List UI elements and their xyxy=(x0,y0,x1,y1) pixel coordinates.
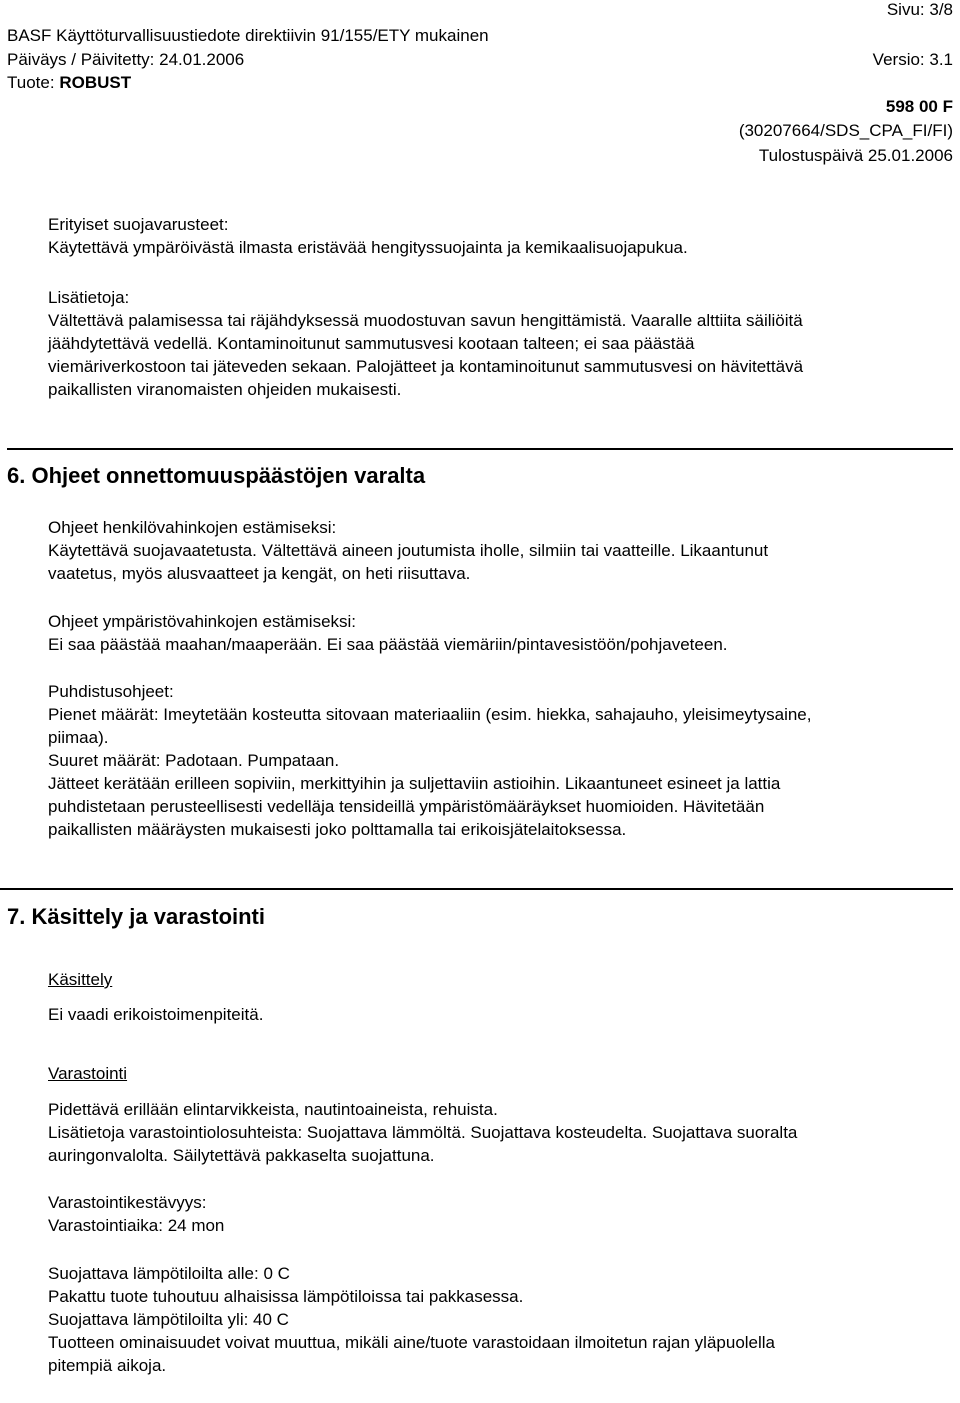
temperature-block xyxy=(48,1262,928,1377)
environmental-precautions-block xyxy=(48,610,928,656)
additional-info-line: Vältettävä palamisessa tai räjähdyksessä muodostuvan savun hengittämistä. Vaaralle alttiita säiliöitä xyxy=(48,311,803,330)
storage-text-block xyxy=(48,1098,928,1167)
cleanup-line: puhdistetaan perusteellisesti vedelläja tensideillä ympäristömääräykset huomioiden. Hävitetään xyxy=(48,797,765,816)
handling-text: Ei vaadi erikoistoimenpiteitä. xyxy=(48,1005,264,1024)
storage-stability-text: Varastointiaika: 24 mon xyxy=(48,1216,225,1235)
storage-block xyxy=(48,1062,928,1085)
product-label: Tuote: xyxy=(7,73,55,92)
page-number: Sivu: 3/8 xyxy=(886,0,953,19)
storage-label: Varastointi xyxy=(48,1064,128,1083)
temperature-line: Pakattu tuote tuhoutuu alhaisissa lämpötiloissa tai pakkasessa. xyxy=(48,1287,524,1306)
cleanup-line: Jätteet kerätään erilleen sopiviin, merkittyihin ja suljettaviin astioihin. Likaantuneet esineet ja lattia xyxy=(48,774,781,793)
additional-info-line: paikallisten viranomaisten ohjeiden mukaisesti. xyxy=(48,380,402,399)
environmental-precautions-text: Ei saa päästää maahan/maaperään. Ei saa päästää viemäriin/pintavesistöön/pohjaveteen. xyxy=(48,635,728,654)
handling-block xyxy=(48,968,928,991)
handling-label: Käsittely xyxy=(48,970,113,989)
handling-text-block xyxy=(48,1003,928,1026)
additional-info-label: Lisätietoja: xyxy=(48,288,130,307)
product-line xyxy=(7,73,131,93)
section-divider xyxy=(7,448,953,450)
document-dates: Päiväys / Päivitetty: 24.01.2006 xyxy=(7,50,245,69)
document-id: (30207664/SDS_CPA_FI/FI) xyxy=(738,121,953,140)
storage-line: Lisätietoja varastointiolosuhteista: Suojattava lämmöltä. Suojattava kosteudelta. Suojattava suoralta xyxy=(48,1123,798,1142)
storage-line: auringonvalolta. Säilytettävä pakkaselta suojattuna. xyxy=(48,1146,435,1165)
storage-line: Pidettävä erillään elintarvikkeista, nautintoaineista, rehuista. xyxy=(48,1100,498,1119)
cleanup-block xyxy=(48,680,928,841)
personal-precautions-block xyxy=(48,516,928,585)
environmental-precautions-label: Ohjeet ympäristövahinkojen estämiseksi: xyxy=(48,612,357,631)
section-divider xyxy=(0,888,953,890)
personal-precautions-label: Ohjeet henkilövahinkojen estämiseksi: xyxy=(48,518,337,537)
special-equipment-block xyxy=(48,213,928,259)
section-6-heading: 6. Ohjeet onnettomuuspäästöjen varalta xyxy=(7,463,426,488)
document-version: Versio: 3.1 xyxy=(872,50,953,69)
print-date: Tulostuspäivä 25.01.2006 xyxy=(758,146,953,165)
temperature-line: pitempiä aikoja. xyxy=(48,1356,167,1375)
temperature-line: Tuotteen ominaisuudet voivat muuttua, mikäli aine/tuote varastoidaan ilmoitetun rajan yläpuolella xyxy=(48,1333,776,1352)
product-name: ROBUST xyxy=(59,73,132,92)
cleanup-line: Suuret määrät: Padotaan. Pumpataan. xyxy=(48,751,340,770)
personal-precautions-line: Käytettävä suojavaatetusta. Vältettävä aineen joutumista iholle, silmiin tai vaatteille. Likaantunut xyxy=(48,541,769,560)
cleanup-label: Puhdistusohjeet: xyxy=(48,682,174,701)
additional-info-block xyxy=(48,286,928,401)
cleanup-line: Pienet määrät: Imeytetään kosteutta sitovaan materiaaliin (esim. hiekka, sahajauho, yleisimeytysaine, xyxy=(48,705,812,724)
special-equipment-label: Erityiset suojavarusteet: xyxy=(48,215,229,234)
temperature-line: Suojattava lämpötiloilta yli: 40 C xyxy=(48,1310,289,1329)
section-7-heading: 7. Käsittely ja varastointi xyxy=(7,904,265,929)
cleanup-line: paikallisten määräysten mukaisesti joko polttamalla tai erikoisjätelaitoksessa. xyxy=(48,820,627,839)
additional-info-line: jäähdytettävä vedellä. Kontaminoitunut sammutusvesi kootaan talteen; ei saa päästää xyxy=(48,334,695,353)
storage-stability-block xyxy=(48,1191,928,1237)
additional-info-line: viemäriverkostoon tai jäteveden sekaan. Palojätteet ja kontaminoitunut sammutusvesi on hävitettävä xyxy=(48,357,804,376)
temperature-line: Suojattava lämpötiloilta alle: 0 C xyxy=(48,1264,290,1283)
document-title: BASF Käyttöturvallisuustiedote direktiivin 91/155/ETY mukainen xyxy=(7,26,489,45)
special-equipment-text: Käytettävä ympäröivästä ilmasta eristävää hengityssuojainta ja kemikaalisuojapukua. xyxy=(48,238,688,257)
product-code: 598 00 F xyxy=(885,97,953,116)
storage-stability-label: Varastointikestävyys: xyxy=(48,1193,207,1212)
cleanup-line: piimaa). xyxy=(48,728,109,747)
personal-precautions-line: vaatetus, myös alusvaatteet ja kengät, on heti riisuttava. xyxy=(48,564,471,583)
